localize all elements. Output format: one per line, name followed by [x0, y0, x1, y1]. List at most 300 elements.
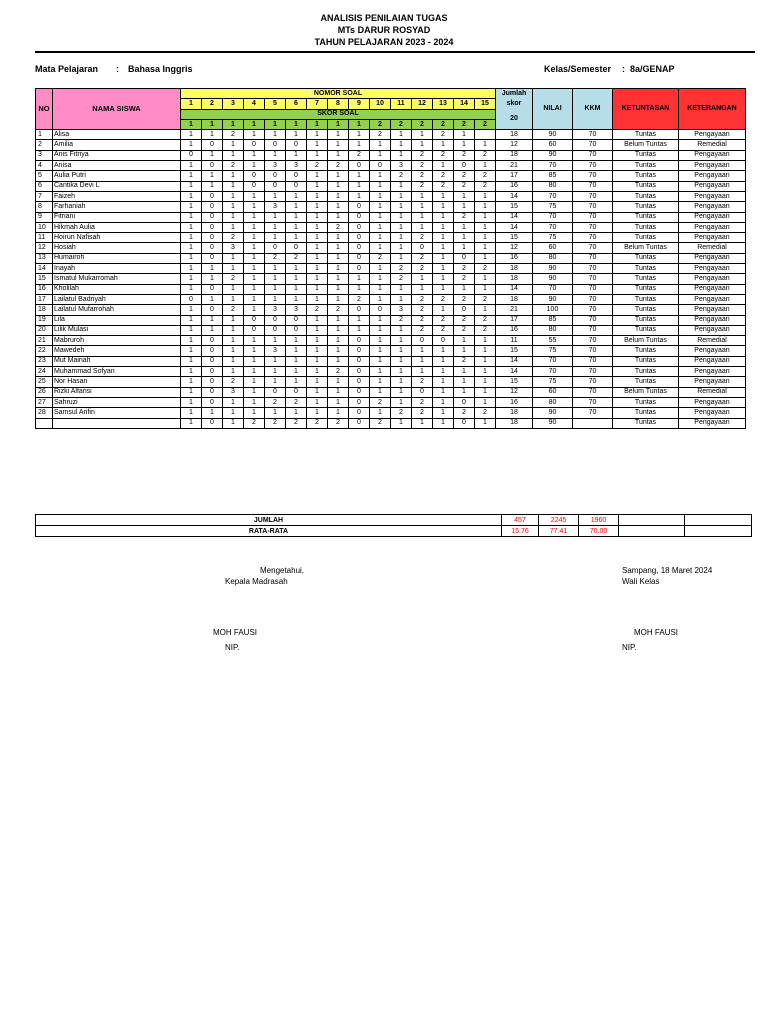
score-cell: 1: [433, 346, 454, 356]
jumlah-skor-cell: 21: [496, 161, 533, 171]
table-row: [36, 171, 746, 181]
score-cell: 2: [328, 367, 349, 377]
score-cell: 1: [391, 397, 412, 407]
score-cell: 1: [412, 346, 433, 356]
score-cell: 2: [454, 356, 475, 366]
score-cell: 2: [286, 397, 307, 407]
score-cell: 1: [286, 191, 307, 201]
score-cell: 1: [265, 336, 286, 346]
keterangan-cell: Pengayaan: [679, 171, 746, 181]
row-number: 12: [36, 243, 53, 253]
row-number: 11: [36, 233, 53, 243]
table-row: [36, 325, 746, 335]
score-cell: 2: [412, 161, 433, 171]
ketuntasan-cell: Tuntas: [613, 315, 679, 325]
score-cell: 1: [244, 397, 265, 407]
score-cell: 2: [370, 418, 391, 428]
score-cell: 1: [265, 284, 286, 294]
ketuntasan-cell: Tuntas: [613, 253, 679, 263]
score-cell: 1: [328, 243, 349, 253]
score-cell: 1: [223, 264, 244, 274]
score-cell: 2: [433, 171, 454, 181]
keterangan-cell: Pengayaan: [679, 191, 746, 201]
nilai-cell: 90: [533, 418, 573, 428]
score-cell: 2: [307, 161, 328, 171]
score-cell: 1: [412, 212, 433, 222]
table-row: [36, 387, 746, 397]
jumlah-skor-cell: 12: [496, 243, 533, 253]
keterangan-cell: Pengayaan: [679, 253, 746, 263]
keterangan-cell: Pengayaan: [679, 315, 746, 325]
row-number: 21: [36, 336, 53, 346]
score-cell: 3: [286, 161, 307, 171]
score-cell: 1: [307, 294, 328, 304]
score-cell: 0: [265, 387, 286, 397]
student-name: Samsul Arifin: [53, 408, 181, 418]
nilai-cell: 70: [533, 222, 573, 232]
score-cell: 0: [265, 181, 286, 191]
class-label: Kelas/Semester: [544, 64, 612, 74]
score-cell: 1: [223, 346, 244, 356]
score-cell: 1: [454, 233, 475, 243]
col-ketuntasan-header: KETUNTASAN: [613, 89, 679, 130]
student-name: Aulia Putri: [53, 171, 181, 181]
score-cell: 1: [223, 408, 244, 418]
max-score-8: 1: [328, 119, 349, 129]
score-cell: 0: [244, 171, 265, 181]
row-number: 10: [36, 222, 53, 232]
question-number-7: 7: [307, 99, 328, 109]
score-cell: 0: [265, 325, 286, 335]
score-cell: 0: [202, 284, 223, 294]
ketuntasan-cell: Tuntas: [613, 264, 679, 274]
score-cell: 0: [349, 212, 370, 222]
score-cell: 1: [244, 191, 265, 201]
student-name: Lila: [53, 315, 181, 325]
score-cell: 1: [244, 222, 265, 232]
student-name: Rizki Alfarisi: [53, 387, 181, 397]
row-number: 8: [36, 202, 53, 212]
score-cell: 1: [391, 181, 412, 191]
nilai-cell: 70: [533, 161, 573, 171]
score-cell: 1: [286, 284, 307, 294]
score-cell: 1: [349, 171, 370, 181]
score-cell: 1: [244, 387, 265, 397]
kkm-cell: 70: [573, 377, 613, 387]
row-number: 7: [36, 191, 53, 201]
question-number-3: 3: [223, 99, 244, 109]
score-cell: 1: [391, 202, 412, 212]
score-cell: 2: [223, 305, 244, 315]
score-cell: 1: [307, 284, 328, 294]
skor-soal-header: SKOR SOAL: [181, 109, 496, 119]
score-cell: 0: [349, 367, 370, 377]
score-cell: 1: [223, 325, 244, 335]
student-name: Lailatul Badriyah: [53, 294, 181, 304]
question-number-5: 5: [265, 99, 286, 109]
row-number: 22: [36, 346, 53, 356]
score-cell: 0: [202, 336, 223, 346]
score-cell: 1: [391, 191, 412, 201]
jumlah-skor-cell: 16: [496, 397, 533, 407]
score-cell: 1: [475, 284, 496, 294]
score-cell: 2: [370, 253, 391, 263]
score-cell: 3: [265, 161, 286, 171]
score-cell: 1: [328, 191, 349, 201]
jumlah-skor-cell: 21: [496, 305, 533, 315]
score-cell: 1: [370, 294, 391, 304]
jumlah-skor-cell: 15: [496, 202, 533, 212]
row-number: 27: [36, 397, 53, 407]
table-row: [36, 191, 746, 201]
kkm-cell: 70: [573, 181, 613, 191]
score-cell: 1: [181, 140, 202, 150]
table-row: [36, 284, 746, 294]
row-number: 24: [36, 367, 53, 377]
table-row: [36, 202, 746, 212]
score-cell: 1: [265, 150, 286, 160]
score-cell: 1: [244, 212, 265, 222]
score-cell: 2: [454, 264, 475, 274]
score-cell: 1: [412, 202, 433, 212]
score-cell: 2: [433, 315, 454, 325]
score-cell: 1: [181, 377, 202, 387]
score-cell: 1: [265, 356, 286, 366]
score-cell: 3: [265, 346, 286, 356]
table-row: [36, 150, 746, 160]
score-cell: 1: [307, 336, 328, 346]
student-name: Faizeh: [53, 191, 181, 201]
score-cell: 1: [307, 408, 328, 418]
question-number-6: 6: [286, 99, 307, 109]
ketuntasan-cell: Tuntas: [613, 408, 679, 418]
question-number-2: 2: [202, 99, 223, 109]
score-cell: 1: [265, 367, 286, 377]
score-cell: 2: [454, 181, 475, 191]
score-cell: 1: [370, 140, 391, 150]
keterangan-cell: Pengayaan: [679, 284, 746, 294]
score-cell: 2: [265, 253, 286, 263]
score-cell: 1: [349, 140, 370, 150]
table-row: [36, 346, 746, 356]
nilai-cell: 90: [533, 264, 573, 274]
score-cell: 0: [286, 325, 307, 335]
score-cell: 2: [223, 130, 244, 140]
score-cell: 1: [244, 346, 265, 356]
score-cell: 0: [181, 294, 202, 304]
score-cell: 1: [391, 243, 412, 253]
score-cell: 1: [265, 377, 286, 387]
doc-title-2: MTs DARUR ROSYAD: [337, 25, 431, 35]
score-cell: 1: [370, 243, 391, 253]
score-cell: 1: [265, 130, 286, 140]
score-cell: 1: [475, 243, 496, 253]
score-cell: 1: [265, 222, 286, 232]
score-cell: 1: [244, 243, 265, 253]
ketuntasan-cell: Tuntas: [613, 325, 679, 335]
score-cell: 1: [307, 356, 328, 366]
score-cell: 1: [223, 356, 244, 366]
score-cell: 1: [181, 212, 202, 222]
score-cell: 1: [244, 130, 265, 140]
kkm-cell: 70: [573, 140, 613, 150]
table-row: [36, 377, 746, 387]
jumlah-skor-cell: 18: [496, 418, 533, 428]
keterangan-cell: Pengayaan: [679, 150, 746, 160]
score-cell: 0: [202, 191, 223, 201]
score-cell: 2: [412, 397, 433, 407]
score-cell: 2: [433, 181, 454, 191]
score-cell: 1: [202, 294, 223, 304]
score-cell: 1: [181, 202, 202, 212]
score-cell: 1: [181, 325, 202, 335]
student-name: Lilik Mulasi: [53, 325, 181, 335]
score-cell: 1: [370, 346, 391, 356]
row-number: 14: [36, 264, 53, 274]
keterangan-cell: Pengayaan: [679, 325, 746, 335]
score-cell: 0: [202, 397, 223, 407]
student-name: Amilia: [53, 140, 181, 150]
question-number-10: 10: [370, 99, 391, 109]
score-cell: 1: [181, 356, 202, 366]
jumlah-skor-cell: 15: [496, 346, 533, 356]
score-cell: 1: [433, 305, 454, 315]
score-cell: 1: [307, 150, 328, 160]
ketuntasan-cell: Tuntas: [613, 222, 679, 232]
score-cell: 1: [433, 253, 454, 263]
score-cell: 1: [286, 336, 307, 346]
rata-skor-value: 15.76: [502, 526, 539, 537]
score-cell: 1: [244, 274, 265, 284]
score-cell: 1: [475, 233, 496, 243]
score-cell: 2: [265, 418, 286, 428]
keterangan-cell: Pengayaan: [679, 202, 746, 212]
table-row: [36, 140, 746, 150]
jumlah-skor-total: 20: [496, 109, 533, 130]
score-cell: 0: [433, 336, 454, 346]
table-row: [36, 161, 746, 171]
score-cell: 0: [412, 243, 433, 253]
jumlah-nilai-value: 2245: [539, 515, 579, 526]
ketuntasan-cell: Tuntas: [613, 181, 679, 191]
keterangan-cell: Pengayaan: [679, 408, 746, 418]
ketuntasan-cell: Tuntas: [613, 191, 679, 201]
table-row: [36, 397, 746, 407]
score-cell: 1: [223, 212, 244, 222]
score-cell: 1: [223, 191, 244, 201]
nilai-cell: 90: [533, 274, 573, 284]
score-cell: 1: [412, 222, 433, 232]
keterangan-cell: Pengayaan: [679, 130, 746, 140]
score-cell: 0: [349, 253, 370, 263]
max-score-13: 2: [433, 119, 454, 129]
kkm-cell: 70: [573, 264, 613, 274]
keterangan-cell: Pengayaan: [679, 181, 746, 191]
table-row: [36, 408, 746, 418]
ketuntasan-cell: Tuntas: [613, 171, 679, 181]
nilai-cell: 70: [533, 356, 573, 366]
ketuntasan-cell: Tuntas: [613, 397, 679, 407]
score-cell: 1: [244, 367, 265, 377]
jumlah-skor-cell: 18: [496, 274, 533, 284]
score-cell: 2: [328, 161, 349, 171]
score-cell: 2: [391, 315, 412, 325]
student-name: Ismatul Mukarromah: [53, 274, 181, 284]
row-number: 15: [36, 274, 53, 284]
keterangan-cell: Pengayaan: [679, 367, 746, 377]
ketuntasan-cell: Tuntas: [613, 346, 679, 356]
score-cell: 1: [181, 233, 202, 243]
ketuntasan-cell: Belum Tuntas: [613, 243, 679, 253]
score-cell: 3: [265, 305, 286, 315]
score-cell: 1: [433, 212, 454, 222]
nilai-cell: 100: [533, 305, 573, 315]
row-number: 4: [36, 161, 53, 171]
jumlah-skor-cell: 14: [496, 356, 533, 366]
score-cell: 0: [349, 222, 370, 232]
score-cell: 0: [202, 305, 223, 315]
summary-jumlah-row: [36, 515, 752, 526]
score-cell: 0: [244, 181, 265, 191]
jumlah-empty-2: [685, 515, 752, 526]
score-cell: 0: [349, 233, 370, 243]
ketuntasan-cell: Tuntas: [613, 202, 679, 212]
score-cell: 1: [265, 294, 286, 304]
score-cell: 0: [286, 387, 307, 397]
keterangan-cell: Pengayaan: [679, 294, 746, 304]
score-cell: 1: [307, 346, 328, 356]
sig-left-line1: Mengetahui,: [260, 566, 305, 575]
score-cell: 1: [349, 284, 370, 294]
score-cell: 1: [181, 408, 202, 418]
student-name: Anis Fitriya: [53, 150, 181, 160]
score-cell: 1: [475, 397, 496, 407]
score-cell: 2: [454, 150, 475, 160]
ketuntasan-cell: Belum Tuntas: [613, 336, 679, 346]
score-cell: 1: [307, 377, 328, 387]
score-cell: 0: [349, 418, 370, 428]
score-cell: 2: [412, 233, 433, 243]
ketuntasan-cell: Tuntas: [613, 367, 679, 377]
score-cell: 1: [244, 233, 265, 243]
jumlah-empty-1: [619, 515, 685, 526]
score-cell: 1: [307, 222, 328, 232]
score-cell: 1: [370, 150, 391, 160]
ketuntasan-cell: Tuntas: [613, 274, 679, 284]
score-cell: 1: [286, 356, 307, 366]
student-name: Lailatul Mufarrohah: [53, 305, 181, 315]
score-cell: 1: [391, 367, 412, 377]
score-cell: 1: [475, 212, 496, 222]
student-name: Alisa: [53, 130, 181, 140]
score-cell: 3: [223, 243, 244, 253]
score-cell: 1: [391, 222, 412, 232]
score-cell: 3: [391, 305, 412, 315]
score-cell: 0: [286, 181, 307, 191]
ketuntasan-cell: Tuntas: [613, 130, 679, 140]
score-cell: 1: [412, 191, 433, 201]
table-row: [36, 315, 746, 325]
score-cell: 1: [181, 336, 202, 346]
jumlah-kkm-value: 1960: [579, 515, 619, 526]
question-number-1: 1: [181, 99, 202, 109]
jumlah-skor-cell: 14: [496, 191, 533, 201]
sig-right-name: MOH FAUSI: [634, 628, 679, 637]
kkm-cell: 70: [573, 253, 613, 263]
score-cell: 0: [202, 222, 223, 232]
score-cell: 0: [349, 202, 370, 212]
keterangan-cell: Pengayaan: [679, 161, 746, 171]
subject-sep: :: [116, 64, 119, 74]
score-cell: 1: [475, 356, 496, 366]
jumlah-skor-cell: 15: [496, 377, 533, 387]
score-cell: 1: [412, 130, 433, 140]
score-cell: 0: [454, 397, 475, 407]
sig-left-line2: Kepala Madrasah: [225, 577, 288, 586]
score-cell: 2: [433, 150, 454, 160]
score-cell: 1: [244, 377, 265, 387]
score-cell: 0: [202, 367, 223, 377]
rata-empty-1: [619, 526, 685, 537]
score-cell: 0: [412, 387, 433, 397]
question-number-15: 15: [475, 99, 496, 109]
score-cell: 2: [412, 315, 433, 325]
score-cell: 1: [328, 253, 349, 263]
score-cell: 1: [391, 336, 412, 346]
nilai-cell: 60: [533, 243, 573, 253]
score-cell: 0: [349, 161, 370, 171]
score-cell: 2: [391, 274, 412, 284]
score-cell: 2: [433, 325, 454, 335]
score-cell: 1: [223, 140, 244, 150]
score-cell: 1: [265, 212, 286, 222]
score-cell: 1: [475, 387, 496, 397]
score-cell: 1: [412, 274, 433, 284]
score-cell: 1: [307, 140, 328, 150]
score-cell: 1: [328, 408, 349, 418]
score-cell: 3: [265, 202, 286, 212]
jumlah-skor-cell: 14: [496, 212, 533, 222]
nilai-cell: 90: [533, 294, 573, 304]
nilai-cell: 70: [533, 284, 573, 294]
nilai-cell: 80: [533, 253, 573, 263]
score-cell: 1: [328, 325, 349, 335]
sig-right-line1: Sampang, 18 Maret 2024: [622, 566, 713, 575]
score-cell: 1: [391, 356, 412, 366]
score-cell: 1: [244, 264, 265, 274]
score-cell: 1: [475, 336, 496, 346]
kkm-cell: 70: [573, 397, 613, 407]
table-row: [36, 222, 746, 232]
score-cell: 1: [370, 222, 391, 232]
row-number: 16: [36, 284, 53, 294]
score-cell: 0: [202, 161, 223, 171]
score-cell: 1: [433, 377, 454, 387]
score-cell: 1: [181, 367, 202, 377]
score-cell: 2: [223, 233, 244, 243]
jumlah-skor-cell: 18: [496, 294, 533, 304]
score-cell: 2: [223, 377, 244, 387]
score-cell: 1: [286, 377, 307, 387]
score-cell: 1: [307, 202, 328, 212]
score-cell: 0: [244, 325, 265, 335]
score-cell: 0: [181, 150, 202, 160]
student-name: Hosiah: [53, 243, 181, 253]
score-cell: 1: [391, 212, 412, 222]
score-cell: 1: [223, 336, 244, 346]
score-cell: 1: [412, 140, 433, 150]
score-cell: 1: [307, 325, 328, 335]
